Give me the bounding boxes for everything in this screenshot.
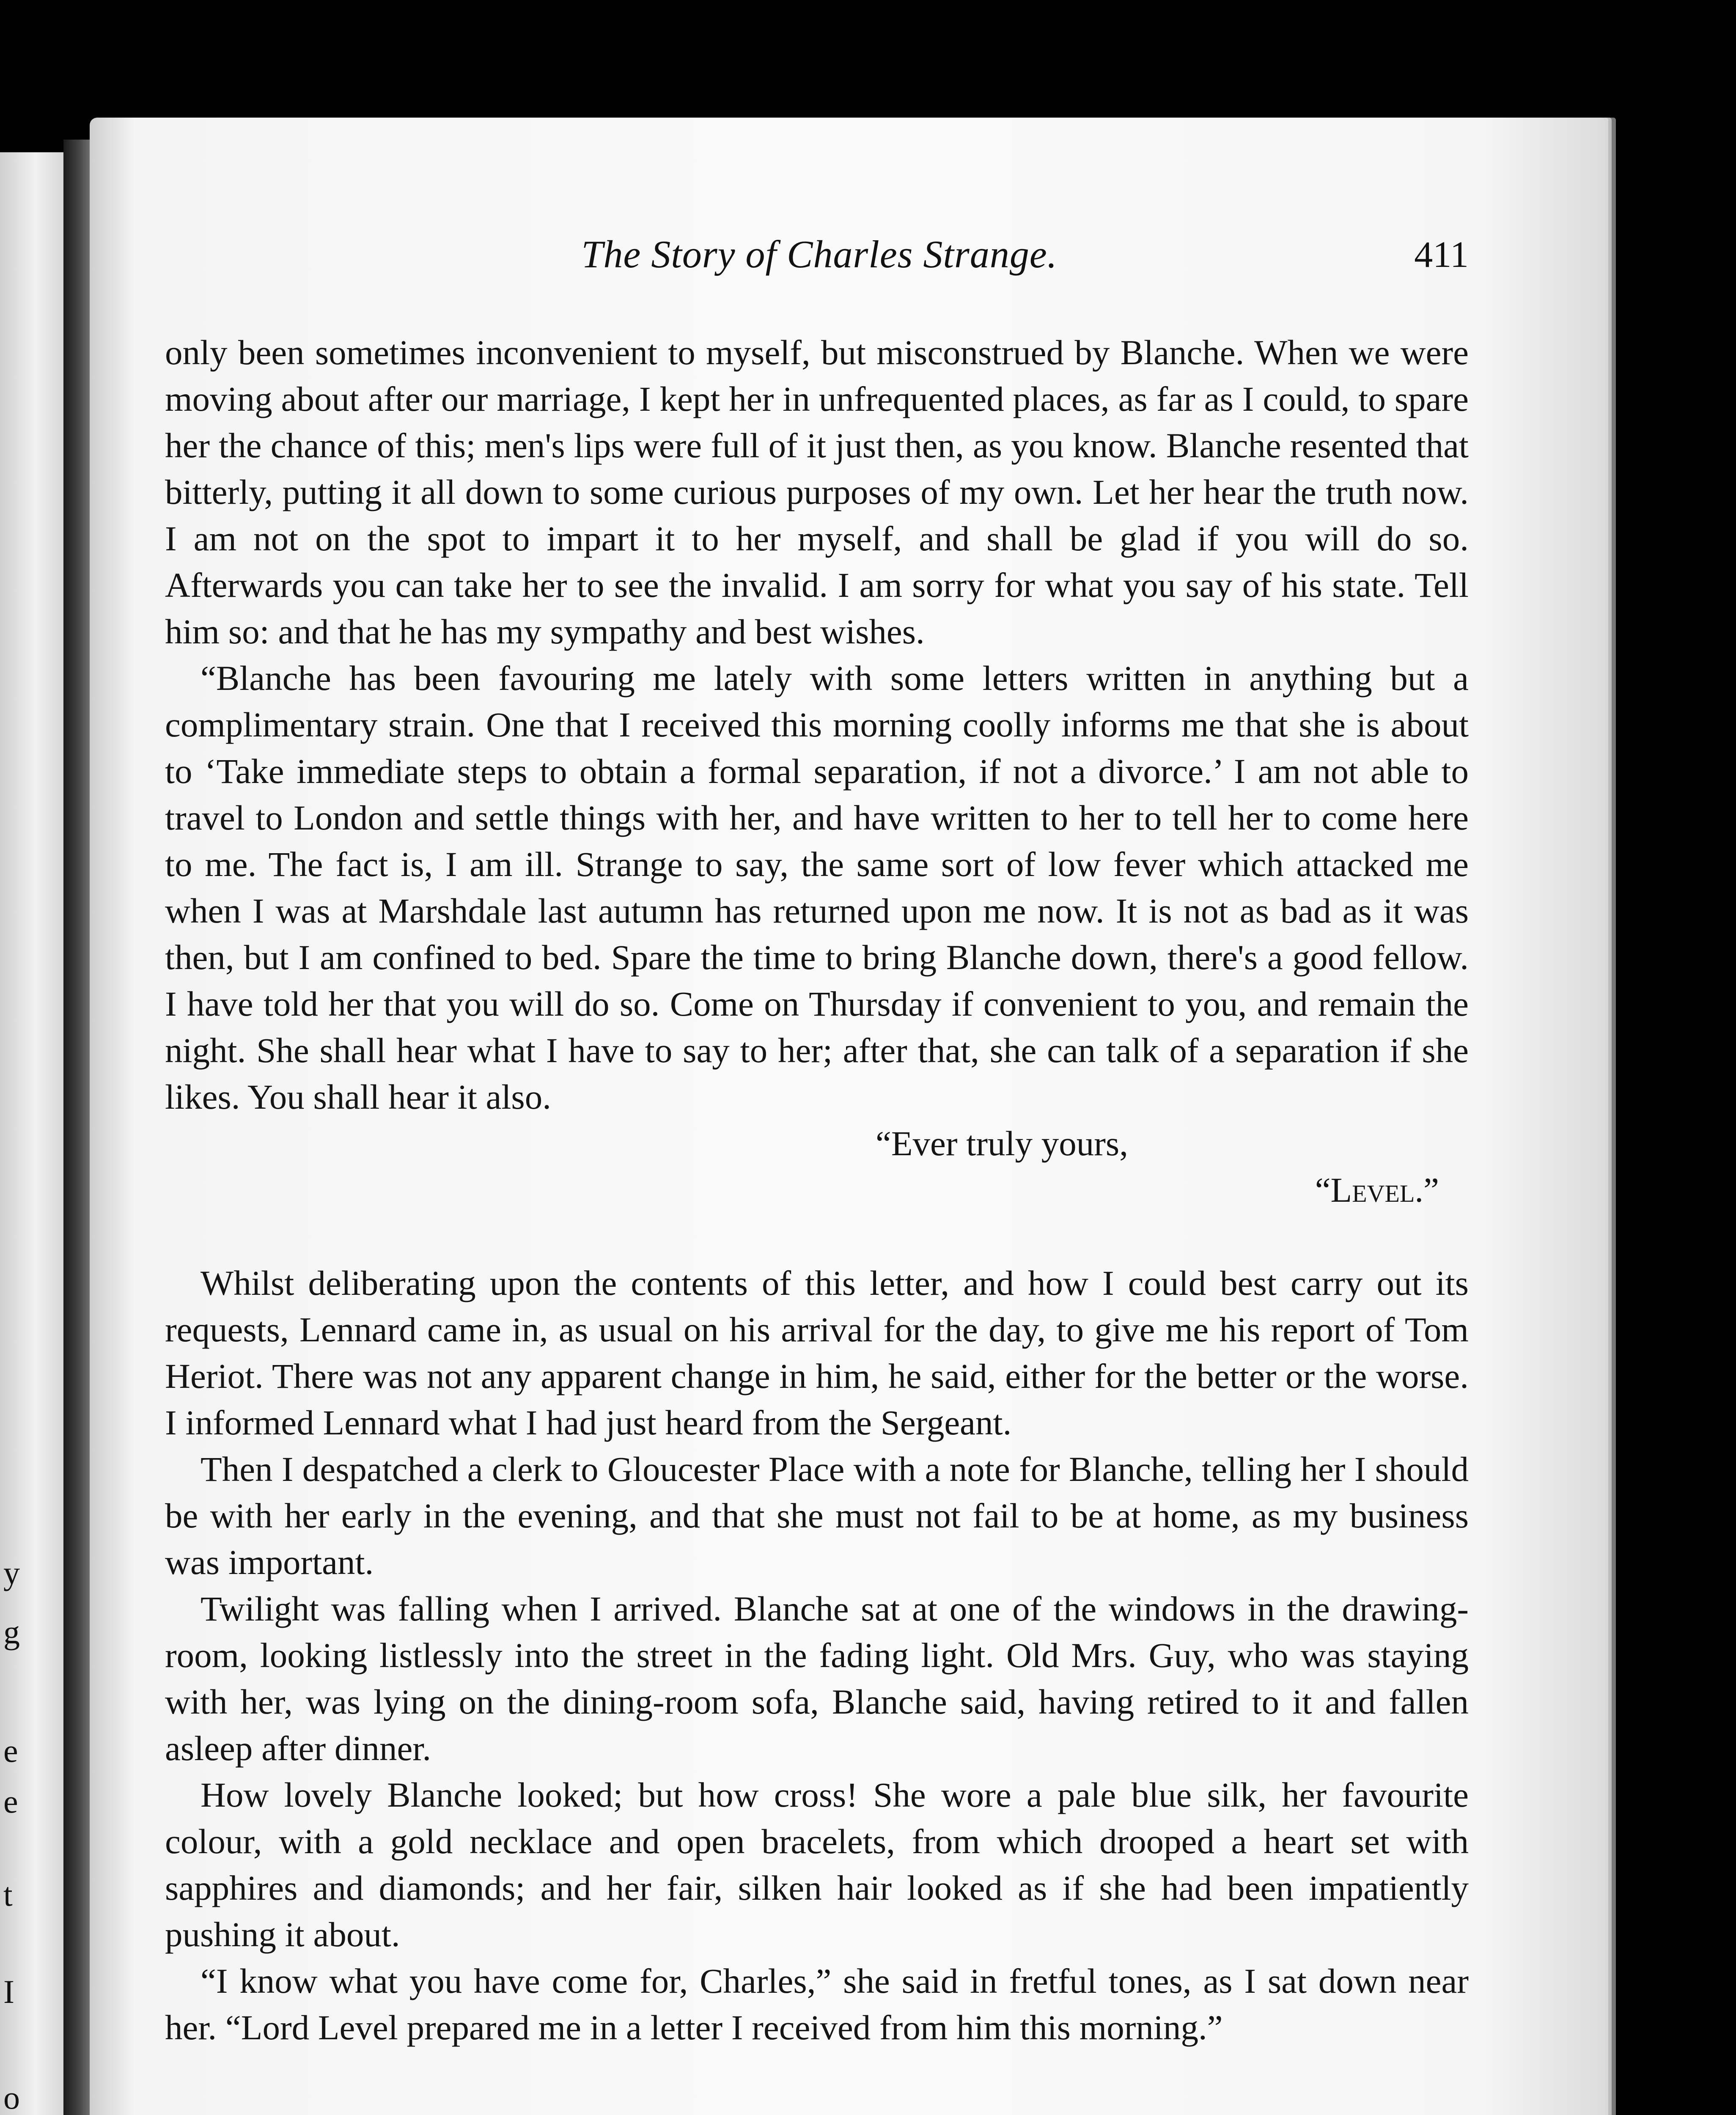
left-page-fragment: t <box>3 1876 13 1913</box>
left-page-fragment: e <box>3 1783 18 1820</box>
paragraph: Then I despatched a clerk to Gloucester Place with a note for Blanche, telling her I should be with her early in the evening, and that she must not fail to be at home, as my business was important. <box>165 1450 1469 1582</box>
left-page-fragment: y <box>3 1555 20 1591</box>
page-body <box>165 329 1469 2051</box>
left-page-edge <box>0 152 63 2115</box>
left-page-fragment: I <box>3 1973 14 2010</box>
paragraph: How lovely Blanche looked; but how cross! She wore a pale blue silk, her favourite colour, with a gold necklace and open bracelets, from which drooped a heart set with sapphires and diamonds; and her fair, silken hair looked as if she had been impatiently pushing it about. <box>165 1775 1469 1954</box>
running-title: The Story of Charles Strange. <box>581 233 1058 276</box>
paragraph: only been sometimes inconvenient to myself, but misconstrued by Blanche. When we were moving about after our marriage, I kept her in unfrequented places, as far as I could, to spare her the chance of this; men's lips were full of it just then, as you know. Blanche resented that bitterly, putting it all down to some curious purposes of my own. Let her hear the truth now. I am not on the spot to impart it to her myself, and shall be glad if you will do so. Afterwards you can take her to see the invalid. I am sorry for what you say of his state. Tell him so: and that he has my sympathy and best wishes. <box>165 333 1469 651</box>
left-page-fragment: o <box>3 2079 20 2115</box>
left-page-fragment: e <box>3 1732 18 1769</box>
page-header <box>170 232 1469 287</box>
paragraph: Whilst deliberating upon the contents of this letter, and how I could best carry out its requests, Lennard came in, as usual on his arrival for the day, to give me his report of Tom Heriot. There was not any apparent change in him, he said, either for the better or the worse. I informed Lennard what I had just heard from the Sergeant. <box>165 1264 1469 1442</box>
page-number: 411 <box>1414 234 1469 275</box>
left-page-fragment: g <box>3 1614 20 1651</box>
paragraph: “Blanche has been favouring me lately with some letters written in anything but a complimentary strain. One that I received this morning coolly informs me that she is about to ‘Take immediate steps to obtain a formal separation, if not a divorce.’ I am not able to travel to London and settle things with her, and have written to her to tell her to come here to me. The fact is, I am ill. Strange to say, the same sort of low fever which attacked me when I was at Marshdale last autumn has returned upon me now. It is not as bad as it was then, but I am confined to bed. Spare the time to bring Blanche down, there's a good fellow. I have told her that you will do so. Come on Thursday if convenient to you, and remain the night. She shall hear what I have to say to her; after that, she can talk of a separation if she likes. You shall hear it also. <box>165 659 1469 1116</box>
paragraph: Twilight was falling when I arrived. Blanche sat at one of the windows in the drawing-room, looking listlessly into the street in the fading light. Old Mrs. Guy, who was staying with her, was lying on the dining-room sofa, Blanche said, having retired to it and fallen asleep after dinner. <box>165 1589 1469 1768</box>
letter-salutation: “Ever truly yours, <box>876 1124 1128 1163</box>
book-page <box>90 118 1605 2115</box>
paragraph: “I know what you have come for, Charles,” she said in fretful tones, as I sat down near her. “Lord Level prepared me in a letter I received from him this morning.” <box>165 1961 1469 2047</box>
letter-signature: “Level.” <box>1315 1170 1439 1209</box>
